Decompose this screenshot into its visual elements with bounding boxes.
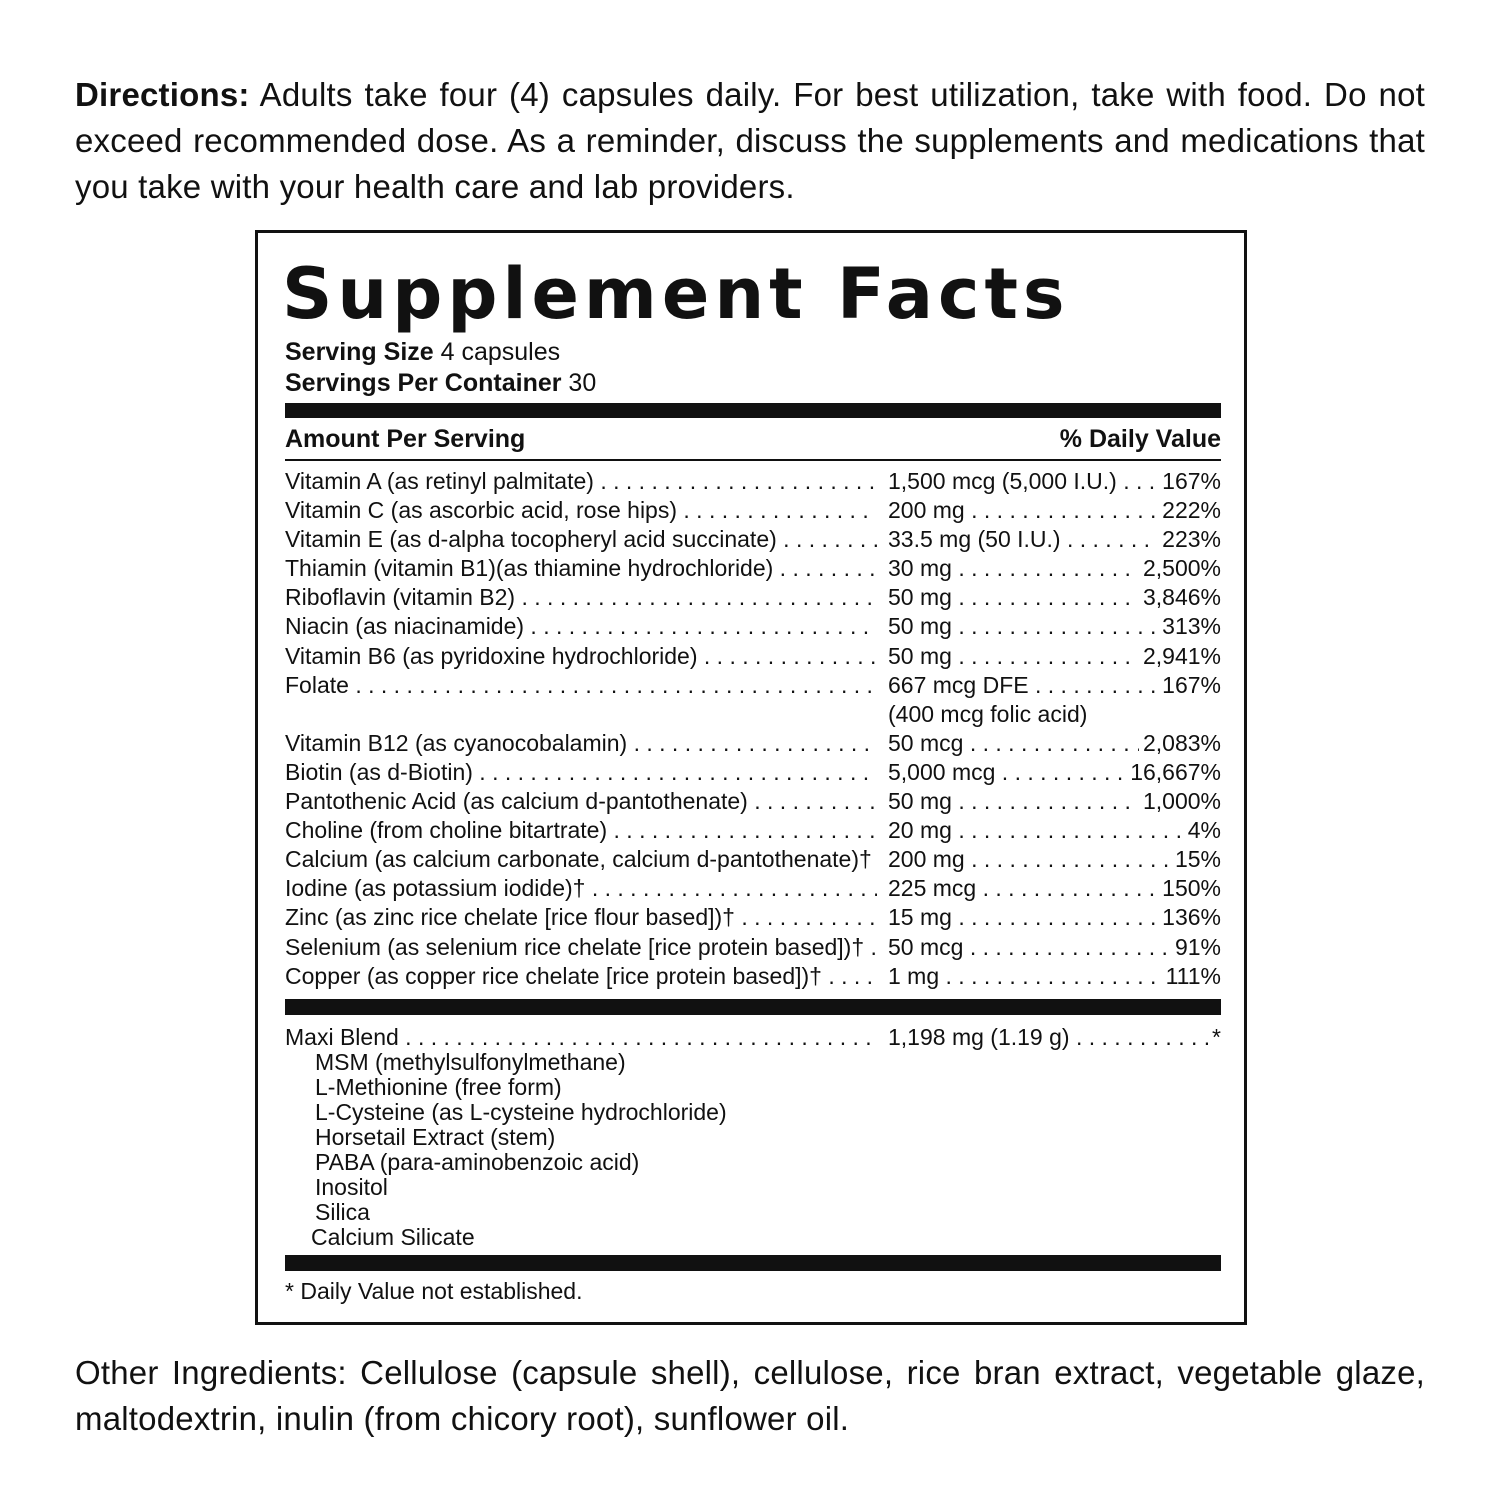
nutrient-list	[285, 467, 1221, 991]
blend-ingredient: Calcium Silicate	[311, 1224, 475, 1250]
blend-ingredient: L-Cysteine (as L-cysteine hydrochloride)	[315, 1099, 727, 1125]
nutrient-name: Biotin (as d-Biotin) . . .	[285, 758, 877, 787]
nutrient-daily-value: 313%	[1158, 612, 1221, 641]
nutrient-row	[285, 525, 1221, 554]
nutrient-row	[285, 758, 1221, 787]
blend-ingredient: L-Methionine (free form)	[315, 1074, 562, 1100]
nutrient-daily-value: 3,846%	[1139, 583, 1221, 612]
nutrient-name: Vitamin C (as ascorbic acid, rose hips) . . .	[285, 496, 877, 525]
nutrient-daily-value: 167%	[1158, 671, 1221, 700]
nutrient-row	[285, 467, 1221, 496]
nutrient-name: Iodine (as potassium iodide)† . . .	[285, 874, 877, 903]
nutrient-daily-value: 15%	[1171, 845, 1221, 874]
nutrient-amount: 225 mcg . . .	[888, 874, 1221, 903]
nutrient-row	[285, 845, 1221, 874]
nutrient-name: Zinc (as zinc rice chelate [rice flour based])† . . .	[285, 903, 877, 932]
nutrient-name: Vitamin B12 (as cyanocobalamin) . . .	[285, 729, 877, 758]
nutrient-name: Choline (from choline bitartrate) . . .	[285, 816, 877, 845]
blend-ingredient: PABA (para-aminobenzoic acid)	[315, 1149, 640, 1175]
nutrient-name: Niacin (as niacinamide) . . .	[285, 612, 877, 641]
blend-ingredient: Horsetail Extract (stem)	[315, 1124, 556, 1150]
nutrient-daily-value: 136%	[1158, 903, 1221, 932]
blend-ingredient: MSM (methylsulfonylmethane)	[315, 1049, 626, 1075]
nutrient-row	[285, 729, 1221, 758]
nutrient-daily-value: 4%	[1184, 816, 1221, 845]
nutrient-daily-value: 91%	[1171, 933, 1221, 962]
blend-row	[285, 1023, 1221, 1052]
nutrient-amount: 50 mg . . .	[888, 787, 1221, 816]
nutrient-row	[285, 787, 1221, 816]
blend-amount: 1,198 mg (1.19 g) . . .	[888, 1023, 1221, 1052]
nutrient-amount: 1 mg . . .	[888, 962, 1221, 991]
nutrient-row	[285, 671, 1221, 700]
maxi-blend	[285, 1023, 1221, 1052]
nutrient-daily-value: 150%	[1158, 874, 1221, 903]
nutrient-name: Vitamin B6 (as pyridoxine hydrochloride) . . .	[285, 642, 877, 671]
thick-divider	[285, 999, 1221, 1015]
nutrient-daily-value: 16,667%	[1126, 758, 1221, 787]
daily-value-header: % Daily Value	[1059, 425, 1221, 453]
nutrient-row	[285, 496, 1221, 525]
nutrient-name: Copper (as copper rice chelate [rice protein based])† . . .	[285, 962, 877, 991]
nutrient-name: Riboflavin (vitamin B2) . . .	[285, 583, 877, 612]
nutrient-name: Vitamin E (as d-alpha tocopheryl acid succinate) . . .	[285, 525, 877, 554]
nutrient-daily-value: 2,500%	[1139, 554, 1221, 583]
nutrient-daily-value: 222%	[1158, 496, 1221, 525]
thick-divider	[285, 403, 1221, 418]
nutrient-daily-value: 111%	[1162, 962, 1221, 991]
nutrient-daily-value: 2,083%	[1139, 729, 1221, 758]
servings-per-container-label: Servings Per Container	[285, 369, 562, 397]
folate-note: (400 mcg folic acid)	[888, 700, 1088, 727]
nutrient-amount: 50 mg . . .	[888, 642, 1221, 671]
blend-daily-value: *	[1208, 1023, 1221, 1052]
nutrient-amount: 50 mg . . .	[888, 583, 1221, 612]
nutrient-name: Selenium (as selenium rice chelate [rice protein based])† . . .	[285, 933, 877, 962]
facts-title: Supplement Facts	[282, 253, 1070, 335]
nutrient-daily-value: 223%	[1158, 525, 1221, 554]
directions-paragraph	[75, 72, 1425, 210]
supplement-facts-panel	[255, 230, 1247, 1325]
servings-per-container	[285, 368, 596, 399]
blend-ingredients	[285, 1050, 727, 1250]
nutrient-row	[285, 962, 1221, 991]
blend-ingredient: Inositol	[315, 1174, 388, 1200]
nutrient-amount: 5,000 mcg . . .	[888, 758, 1221, 787]
nutrient-amount: 33.5 mg (50 I.U.) . . .	[888, 525, 1221, 554]
folate-note-row	[285, 700, 1221, 729]
nutrient-daily-value: 2,941%	[1139, 642, 1221, 671]
nutrient-daily-value: 1,000%	[1139, 787, 1221, 816]
nutrient-name: Folate . . .	[285, 671, 877, 700]
nutrient-name: Vitamin A (as retinyl palmitate) . . .	[285, 467, 877, 496]
amount-per-serving-header: Amount Per Serving	[285, 425, 526, 453]
nutrient-amount: 200 mg . . .	[888, 496, 1221, 525]
other-ingredients: Other Ingredients: Cellulose (capsule shell), cellulose, rice bran extract, vegetable glaze, maltodextrin, inulin (from chicory root), sunflower oil.	[75, 1354, 1425, 1437]
nutrient-amount: 200 mg . . .	[888, 845, 1221, 874]
nutrient-row	[285, 874, 1221, 903]
nutrient-amount: 50 mcg . . .	[888, 933, 1221, 962]
nutrient-amount: 50 mcg . . .	[888, 729, 1221, 758]
nutrient-amount: 1,500 mcg (5,000 I.U.) . . .	[888, 467, 1221, 496]
blend-name: Maxi Blend . . .	[285, 1023, 877, 1052]
nutrient-amount: 15 mg . . .	[888, 903, 1221, 932]
nutrient-row	[285, 642, 1221, 671]
nutrient-daily-value: 167%	[1158, 467, 1221, 496]
nutrient-name: Calcium (as calcium carbonate, calcium d-pantothenate)† . . .	[285, 845, 877, 874]
nutrient-name: Thiamin (vitamin B1)(as thiamine hydrochloride) . . .	[285, 554, 877, 583]
directions-text: Adults take four (4) capsules daily. For best utilization, take with food. Do not exceed recommended dose. As a reminder, discuss the supplements and medications that you take with your health care and lab providers.	[75, 76, 1425, 205]
nutrient-name: Pantothenic Acid (as calcium d-pantothenate) . . .	[285, 787, 877, 816]
serving-size	[285, 337, 560, 368]
nutrient-row	[285, 583, 1221, 612]
servings-per-container-value: 30	[561, 369, 597, 397]
nutrient-row	[285, 612, 1221, 641]
blend-ingredient: Silica	[315, 1199, 370, 1225]
nutrient-row	[285, 903, 1221, 932]
nutrient-amount: 30 mg . . .	[888, 554, 1221, 583]
thick-divider	[285, 1255, 1221, 1271]
serving-size-label: Serving Size	[285, 338, 434, 366]
nutrient-amount: 50 mg . . .	[888, 612, 1221, 641]
nutrient-row	[285, 816, 1221, 845]
daily-value-footnote: * Daily Value not established.	[285, 1278, 583, 1304]
nutrient-row	[285, 554, 1221, 583]
nutrient-row	[285, 933, 1221, 962]
thin-divider	[285, 459, 1221, 461]
nutrient-amount: 20 mg . . .	[888, 816, 1221, 845]
serving-size-value: 4 capsules	[433, 338, 561, 366]
directions-label: Directions:	[75, 76, 250, 113]
nutrient-amount: 667 mcg DFE . . .	[888, 671, 1221, 700]
column-headers	[285, 423, 1221, 455]
